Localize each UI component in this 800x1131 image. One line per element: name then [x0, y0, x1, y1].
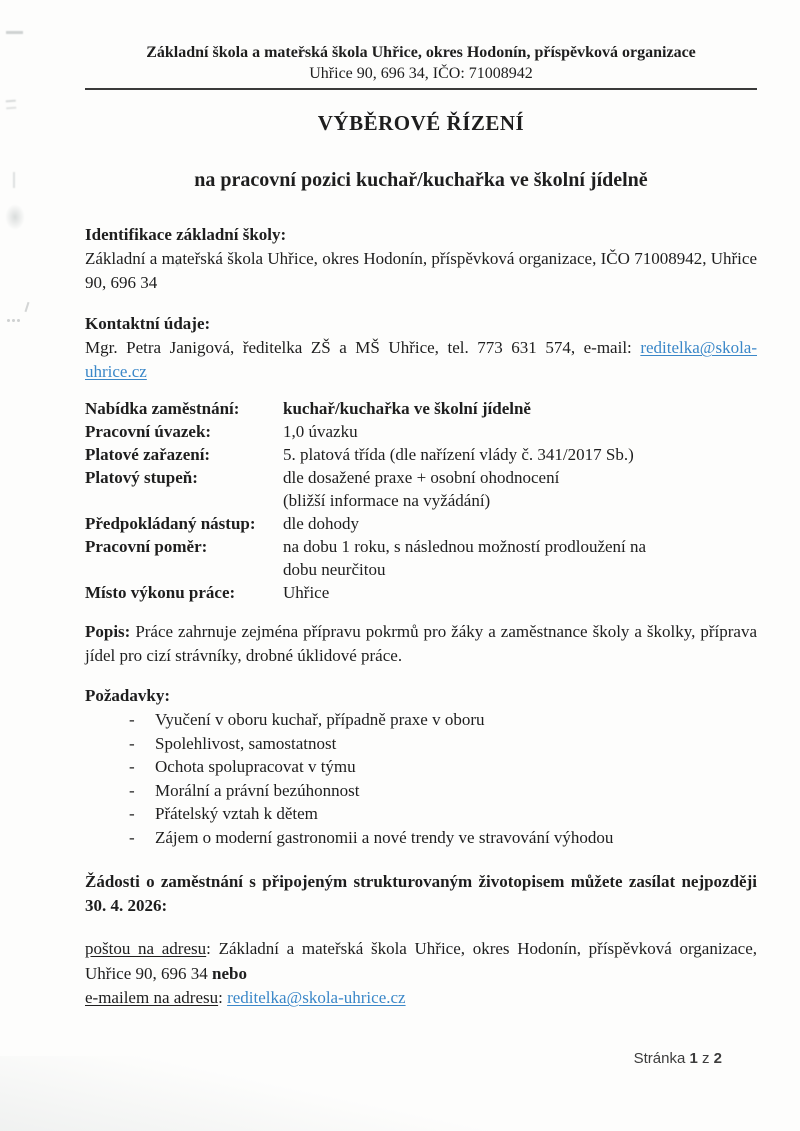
- table-row: [85, 397, 757, 420]
- contact-text-prefix: Mgr. Petra Janigová, ředitelka ZŠ a MŠ Uhřice, tel. 773 631 574, e-mail:: [85, 338, 641, 357]
- page-number-current: 1: [689, 1050, 698, 1067]
- scan-artifact: [25, 302, 30, 312]
- or-word: nebo: [212, 963, 247, 983]
- dash-bullet: -: [129, 757, 135, 776]
- list-item-text: Ochota spolupracovat v týmu: [155, 757, 356, 776]
- row-value: 1,0 úvazku: [283, 422, 358, 441]
- row-value: dle dosažené praxe + osobní ohodnocení (bližší informace na vyžádání): [283, 468, 560, 510]
- dash-bullet: -: [129, 804, 135, 823]
- colon: :: [206, 939, 219, 958]
- section-identification: [85, 223, 757, 295]
- scan-shading: [0, 1056, 560, 1131]
- dash-bullet: -: [129, 733, 135, 753]
- contact-email-link[interactable]: reditelka@skola-uhrice.cz: [85, 338, 757, 381]
- organization-address: Uhřice 90, 696 34, IČO: 71008942: [309, 65, 533, 82]
- list-item-text: Spolehlivost, samostatnost: [155, 733, 337, 753]
- page-number-prefix: Stránka: [633, 1050, 690, 1067]
- row-value: kuchař/kuchařka ve školní jídelně: [283, 399, 531, 418]
- scan-artifact: [5, 204, 25, 230]
- page-number: [634, 1050, 722, 1067]
- letterhead: [85, 43, 757, 90]
- section-description: [85, 620, 757, 668]
- scan-artifact: [7, 309, 37, 321]
- list-item: [85, 708, 757, 732]
- list-item-text: Vyučení v oboru kuchař, případně praxe v oboru: [155, 710, 485, 729]
- dash-bullet: -: [129, 710, 135, 729]
- job-offer-table: [85, 397, 757, 604]
- table-row: [85, 512, 757, 535]
- row-label: Pracovní úvazek:: [85, 422, 212, 441]
- colon: :: [218, 988, 228, 1007]
- table-row: [85, 443, 757, 466]
- row-label: Platový stupeň:: [85, 468, 198, 487]
- table-row: [85, 535, 757, 581]
- identification-text: Základní a mateřská škola Uhřice, okres Hodonín, příspěvková organizace, IČO 71008942, Uhřice 90, 696 34: [85, 249, 757, 292]
- contact-text: [85, 336, 757, 384]
- list-item-text: Přátelský vztah k dětem: [155, 804, 318, 823]
- document-subtitle: na pracovní pozici kuchař/kuchařka ve školní jídelně: [194, 169, 648, 191]
- section-contact: [85, 312, 757, 384]
- organization-name: Základní škola a mateřská škola Uhřice, okres Hodonín, příspěvková organizace: [146, 44, 696, 61]
- list-item: [85, 755, 757, 779]
- post-address-value: Základní a mateřská škola Uhřice, okres Hodonín, příspěvková organizace, Uhřice 90, 696 34: [85, 939, 757, 983]
- description-text: [85, 620, 757, 668]
- list-item: [85, 826, 757, 850]
- row-label: Pracovní poměr:: [85, 537, 208, 556]
- section-requirements: [85, 684, 757, 849]
- table-row: [85, 466, 757, 512]
- page-number-separator: z: [697, 1050, 714, 1067]
- row-value: Uhřice: [283, 583, 330, 602]
- description-label: Popis:: [85, 622, 131, 641]
- list-item-text: Morální a právní bezúhonnost: [155, 780, 360, 800]
- scan-artifact: [6, 31, 23, 34]
- description-body: Práce zahrnuje zejména přípravu pokrmů pro žáky a zaměstnance školy a školky, příprava jídel pro cizí strávníky, drobné úklidové práce.: [85, 622, 757, 665]
- contact-heading: Kontaktní údaje:: [85, 314, 211, 333]
- row-value: na dobu 1 roku, s následnou možností prodloužení na dobu neurčitou: [283, 537, 647, 579]
- list-item: [85, 779, 757, 803]
- letterhead-divider: [85, 88, 757, 90]
- row-label: Nabídka zaměstnání:: [85, 399, 240, 418]
- section-application: [85, 870, 757, 1011]
- scan-artifact: [6, 100, 17, 110]
- dash-bullet: -: [129, 827, 135, 847]
- application-addresses: [85, 937, 757, 1011]
- document-title: VÝBĚROVÉ ŘÍZENÍ: [317, 111, 525, 135]
- list-item: [85, 732, 757, 756]
- document-body: [85, 0, 757, 1011]
- identification-heading: Identifikace základní školy:: [85, 225, 287, 244]
- list-item: [85, 802, 757, 826]
- email-address-label: e-mailem na adresu: [85, 988, 219, 1007]
- row-value: dle dohody: [283, 514, 360, 533]
- row-value: 5. platová třída (dle nařízení vlády č. 341/2017 Sb.): [283, 445, 634, 464]
- table-row: [85, 420, 757, 443]
- list-item-text: Zájem o moderní gastronomii a nové trendy ve stravování výhodou: [155, 827, 614, 847]
- post-address-label: poštou na adresu: [85, 939, 207, 958]
- application-email-link[interactable]: reditelka@skola-uhrice.cz: [227, 988, 406, 1007]
- row-label: Platové zařazení:: [85, 445, 211, 464]
- dash-bullet: -: [129, 780, 135, 800]
- page-number-total: 2: [713, 1050, 722, 1067]
- scan-artifact: [13, 172, 15, 188]
- table-row: [85, 581, 757, 604]
- row-label: Místo výkonu práce:: [85, 583, 236, 602]
- requirements-heading: Požadavky:: [85, 686, 170, 705]
- application-deadline: Žádosti o zaměstnání s připojeným strukturovaným životopisem můžete zasílat nejpozději 30. 4. 2026:: [85, 872, 757, 915]
- row-label: Předpokládaný nástup:: [85, 514, 256, 533]
